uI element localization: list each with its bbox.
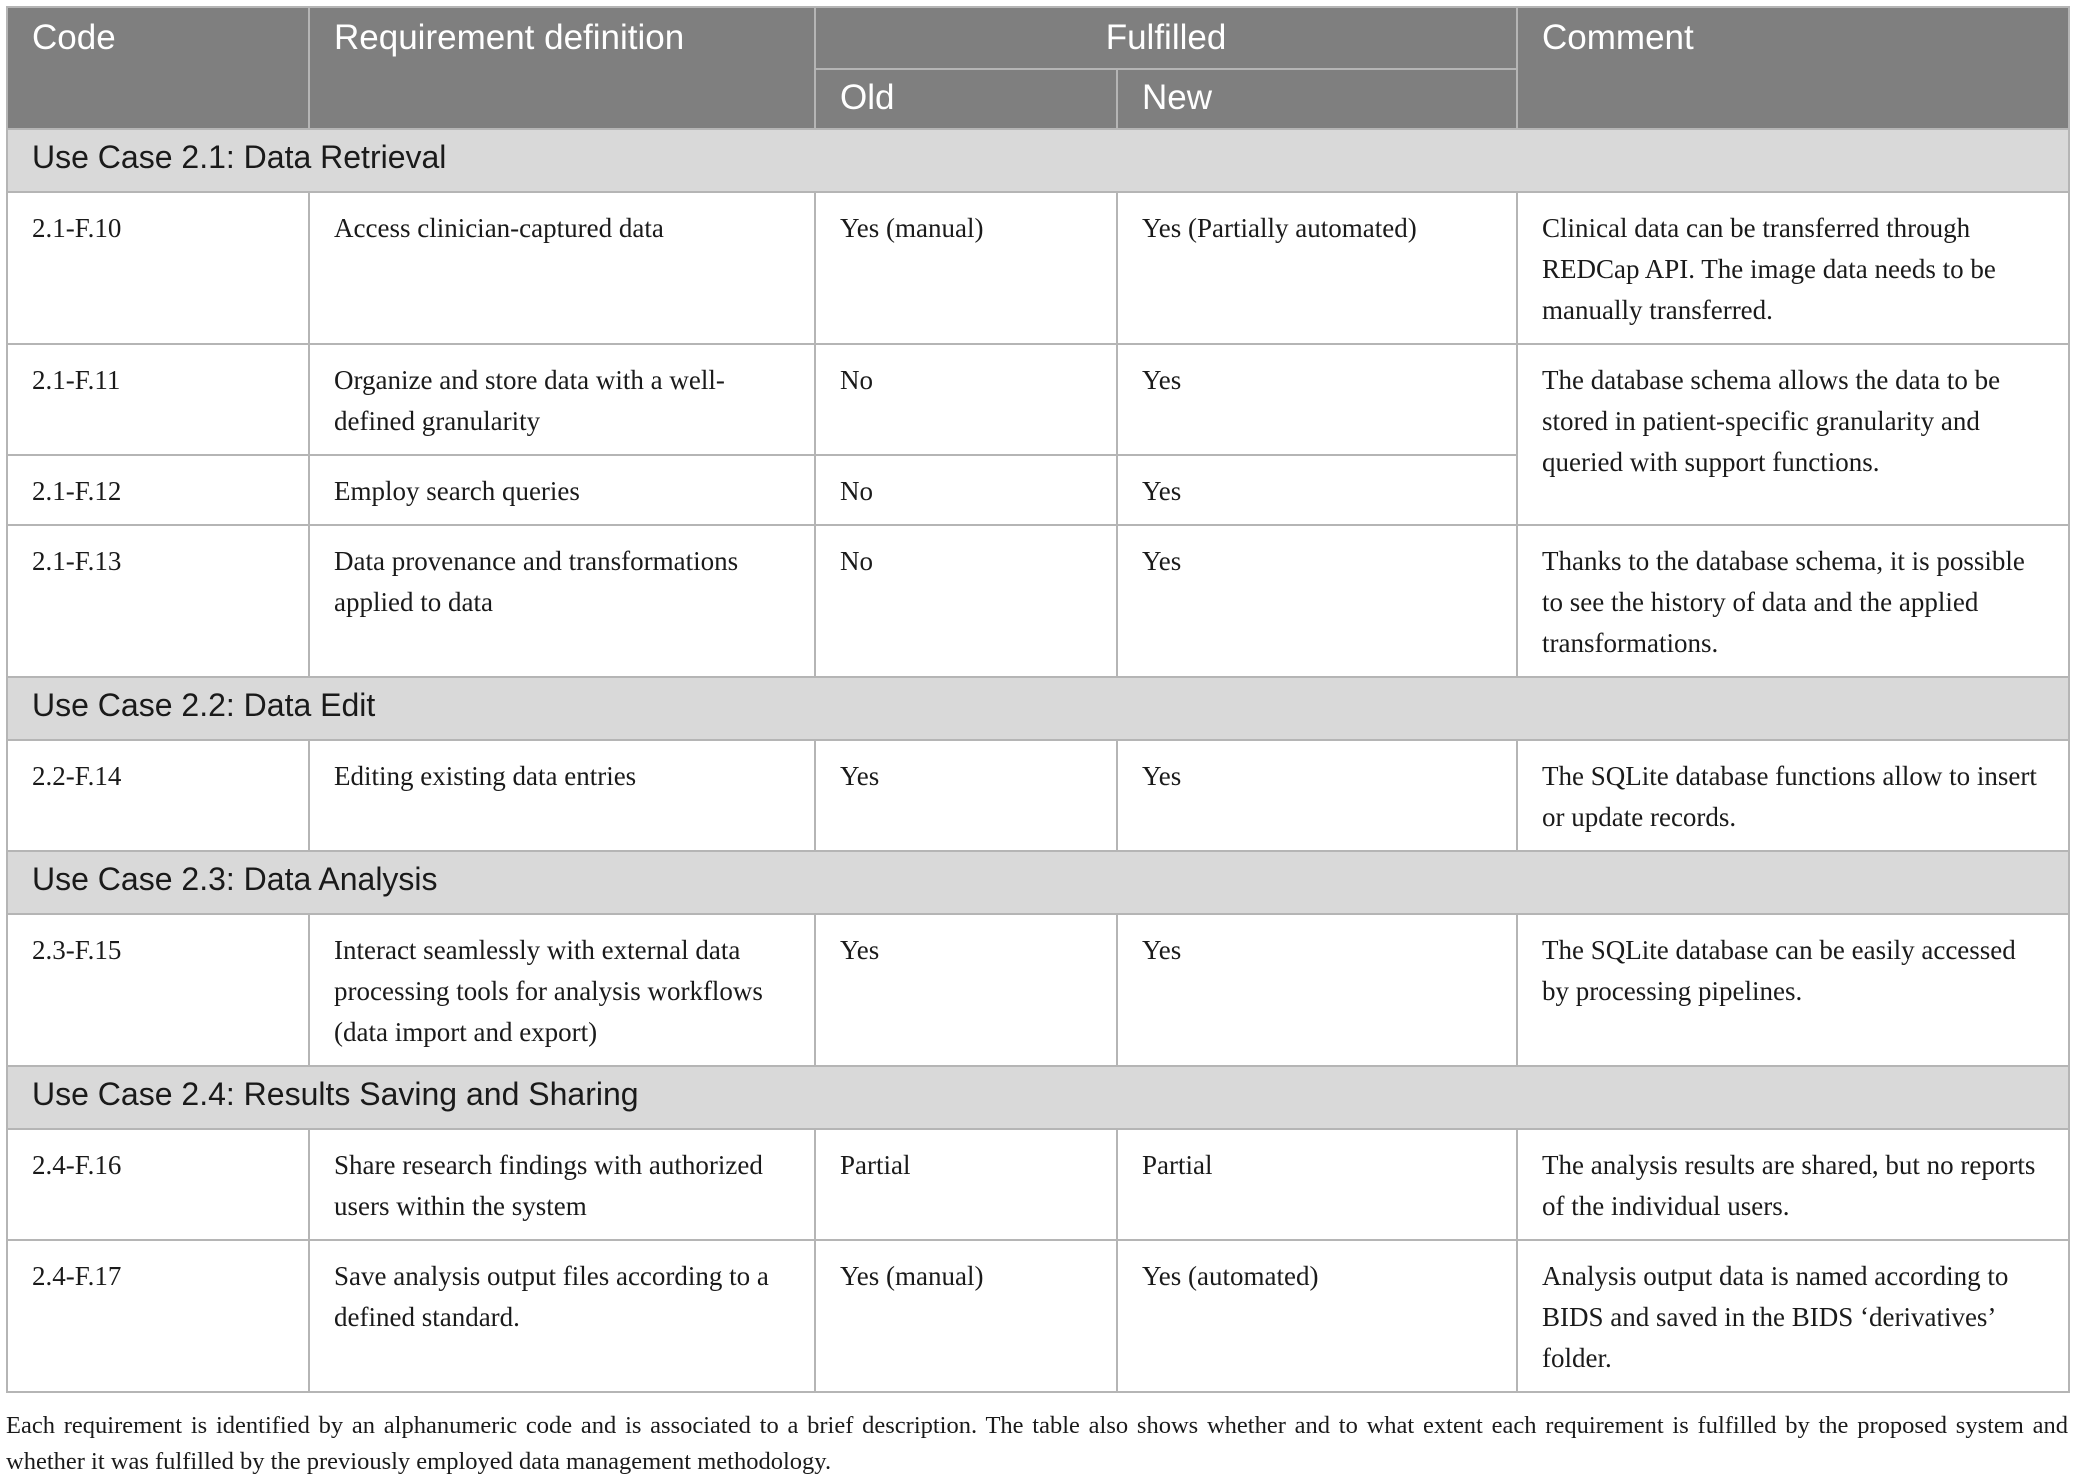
cell-code: 2.4-F.17 <box>7 1240 309 1392</box>
cell-definition: Save analysis output files according to a defined standard. <box>309 1240 815 1392</box>
cell-code: 2.1-F.13 <box>7 525 309 677</box>
header-comment: Comment <box>1517 7 2069 129</box>
cell-code: 2.1-F.11 <box>7 344 309 455</box>
table-row <box>7 525 2069 677</box>
cell-new: Yes <box>1117 914 1517 1066</box>
cell-new: Yes <box>1117 455 1517 525</box>
cell-code: 2.1-F.10 <box>7 192 309 344</box>
cell-old: Yes (manual) <box>815 1240 1117 1392</box>
cell-comment: Thanks to the database schema, it is possible to see the history of data and the applied transformations. <box>1517 525 2069 677</box>
cell-code: 2.1-F.12 <box>7 455 309 525</box>
cell-comment: The analysis results are shared, but no reports of the individual users. <box>1517 1129 2069 1240</box>
table-body <box>7 129 2069 1392</box>
table-footnote: Each requirement is identified by an alphanumeric code and is associated to a brief description. The table also shows whether and to what extent each requirement is fulfilled by the proposed system and whether it was fulfilled by the previously employed data management methodology. <box>6 1411 2068 1475</box>
header-definition: Requirement definition <box>309 7 815 129</box>
table-header <box>7 7 2069 129</box>
table-row <box>7 344 2069 455</box>
cell-code: 2.3-F.15 <box>7 914 309 1066</box>
header-new: New <box>1117 69 1517 129</box>
cell-old: Yes (manual) <box>815 192 1117 344</box>
cell-definition: Share research findings with authorized users within the system <box>309 1129 815 1240</box>
cell-old: Yes <box>815 740 1117 851</box>
section-title: Use Case 2.4: Results Saving and Sharing <box>7 1066 2069 1129</box>
cell-old: No <box>815 455 1117 525</box>
cell-comment: Clinical data can be transferred through REDCap API. The image data needs to be manually transferred. <box>1517 192 2069 344</box>
cell-definition: Editing existing data entries <box>309 740 815 851</box>
requirements-table <box>6 6 2070 1393</box>
cell-definition: Employ search queries <box>309 455 815 525</box>
cell-definition: Access clinician-captured data <box>309 192 815 344</box>
header-old: Old <box>815 69 1117 129</box>
cell-comment: The database schema allows the data to be stored in patient-specific granularity and queried with support functions. <box>1517 344 2069 525</box>
table-row <box>7 1240 2069 1392</box>
cell-new: Yes (automated) <box>1117 1240 1517 1392</box>
table-row <box>7 914 2069 1066</box>
section-title: Use Case 2.1: Data Retrieval <box>7 129 2069 192</box>
section-title: Use Case 2.2: Data Edit <box>7 677 2069 740</box>
cell-new: Yes (Partially automated) <box>1117 192 1517 344</box>
cell-code: 2.2-F.14 <box>7 740 309 851</box>
cell-new: Yes <box>1117 740 1517 851</box>
section-title: Use Case 2.3: Data Analysis <box>7 851 2069 914</box>
cell-definition: Organize and store data with a well-defined granularity <box>309 344 815 455</box>
section-row-data-retrieval <box>7 129 2069 192</box>
cell-new: Yes <box>1117 344 1517 455</box>
cell-comment: Analysis output data is named according to BIDS and saved in the BIDS ‘derivatives’ folder. <box>1517 1240 2069 1392</box>
cell-code: 2.4-F.16 <box>7 1129 309 1240</box>
cell-old: No <box>815 344 1117 455</box>
requirements-table-wrapper <box>6 6 2068 1393</box>
cell-old: Partial <box>815 1129 1117 1240</box>
section-row-data-edit <box>7 677 2069 740</box>
section-row-results-saving-sharing <box>7 1066 2069 1129</box>
section-row-data-analysis <box>7 851 2069 914</box>
header-code: Code <box>7 7 309 129</box>
cell-comment: The SQLite database can be easily accessed by processing pipelines. <box>1517 914 2069 1066</box>
header-fulfilled: Fulfilled <box>815 7 1517 69</box>
cell-definition: Data provenance and transformations applied to data <box>309 525 815 677</box>
table-row <box>7 1129 2069 1240</box>
cell-new: Partial <box>1117 1129 1517 1240</box>
cell-definition: Interact seamlessly with external data processing tools for analysis workflows (data import and export) <box>309 914 815 1066</box>
table-row <box>7 192 2069 344</box>
cell-comment: The SQLite database functions allow to insert or update records. <box>1517 740 2069 851</box>
cell-new: Yes <box>1117 525 1517 677</box>
cell-old: Yes <box>815 914 1117 1066</box>
cell-old: No <box>815 525 1117 677</box>
table-row <box>7 740 2069 851</box>
